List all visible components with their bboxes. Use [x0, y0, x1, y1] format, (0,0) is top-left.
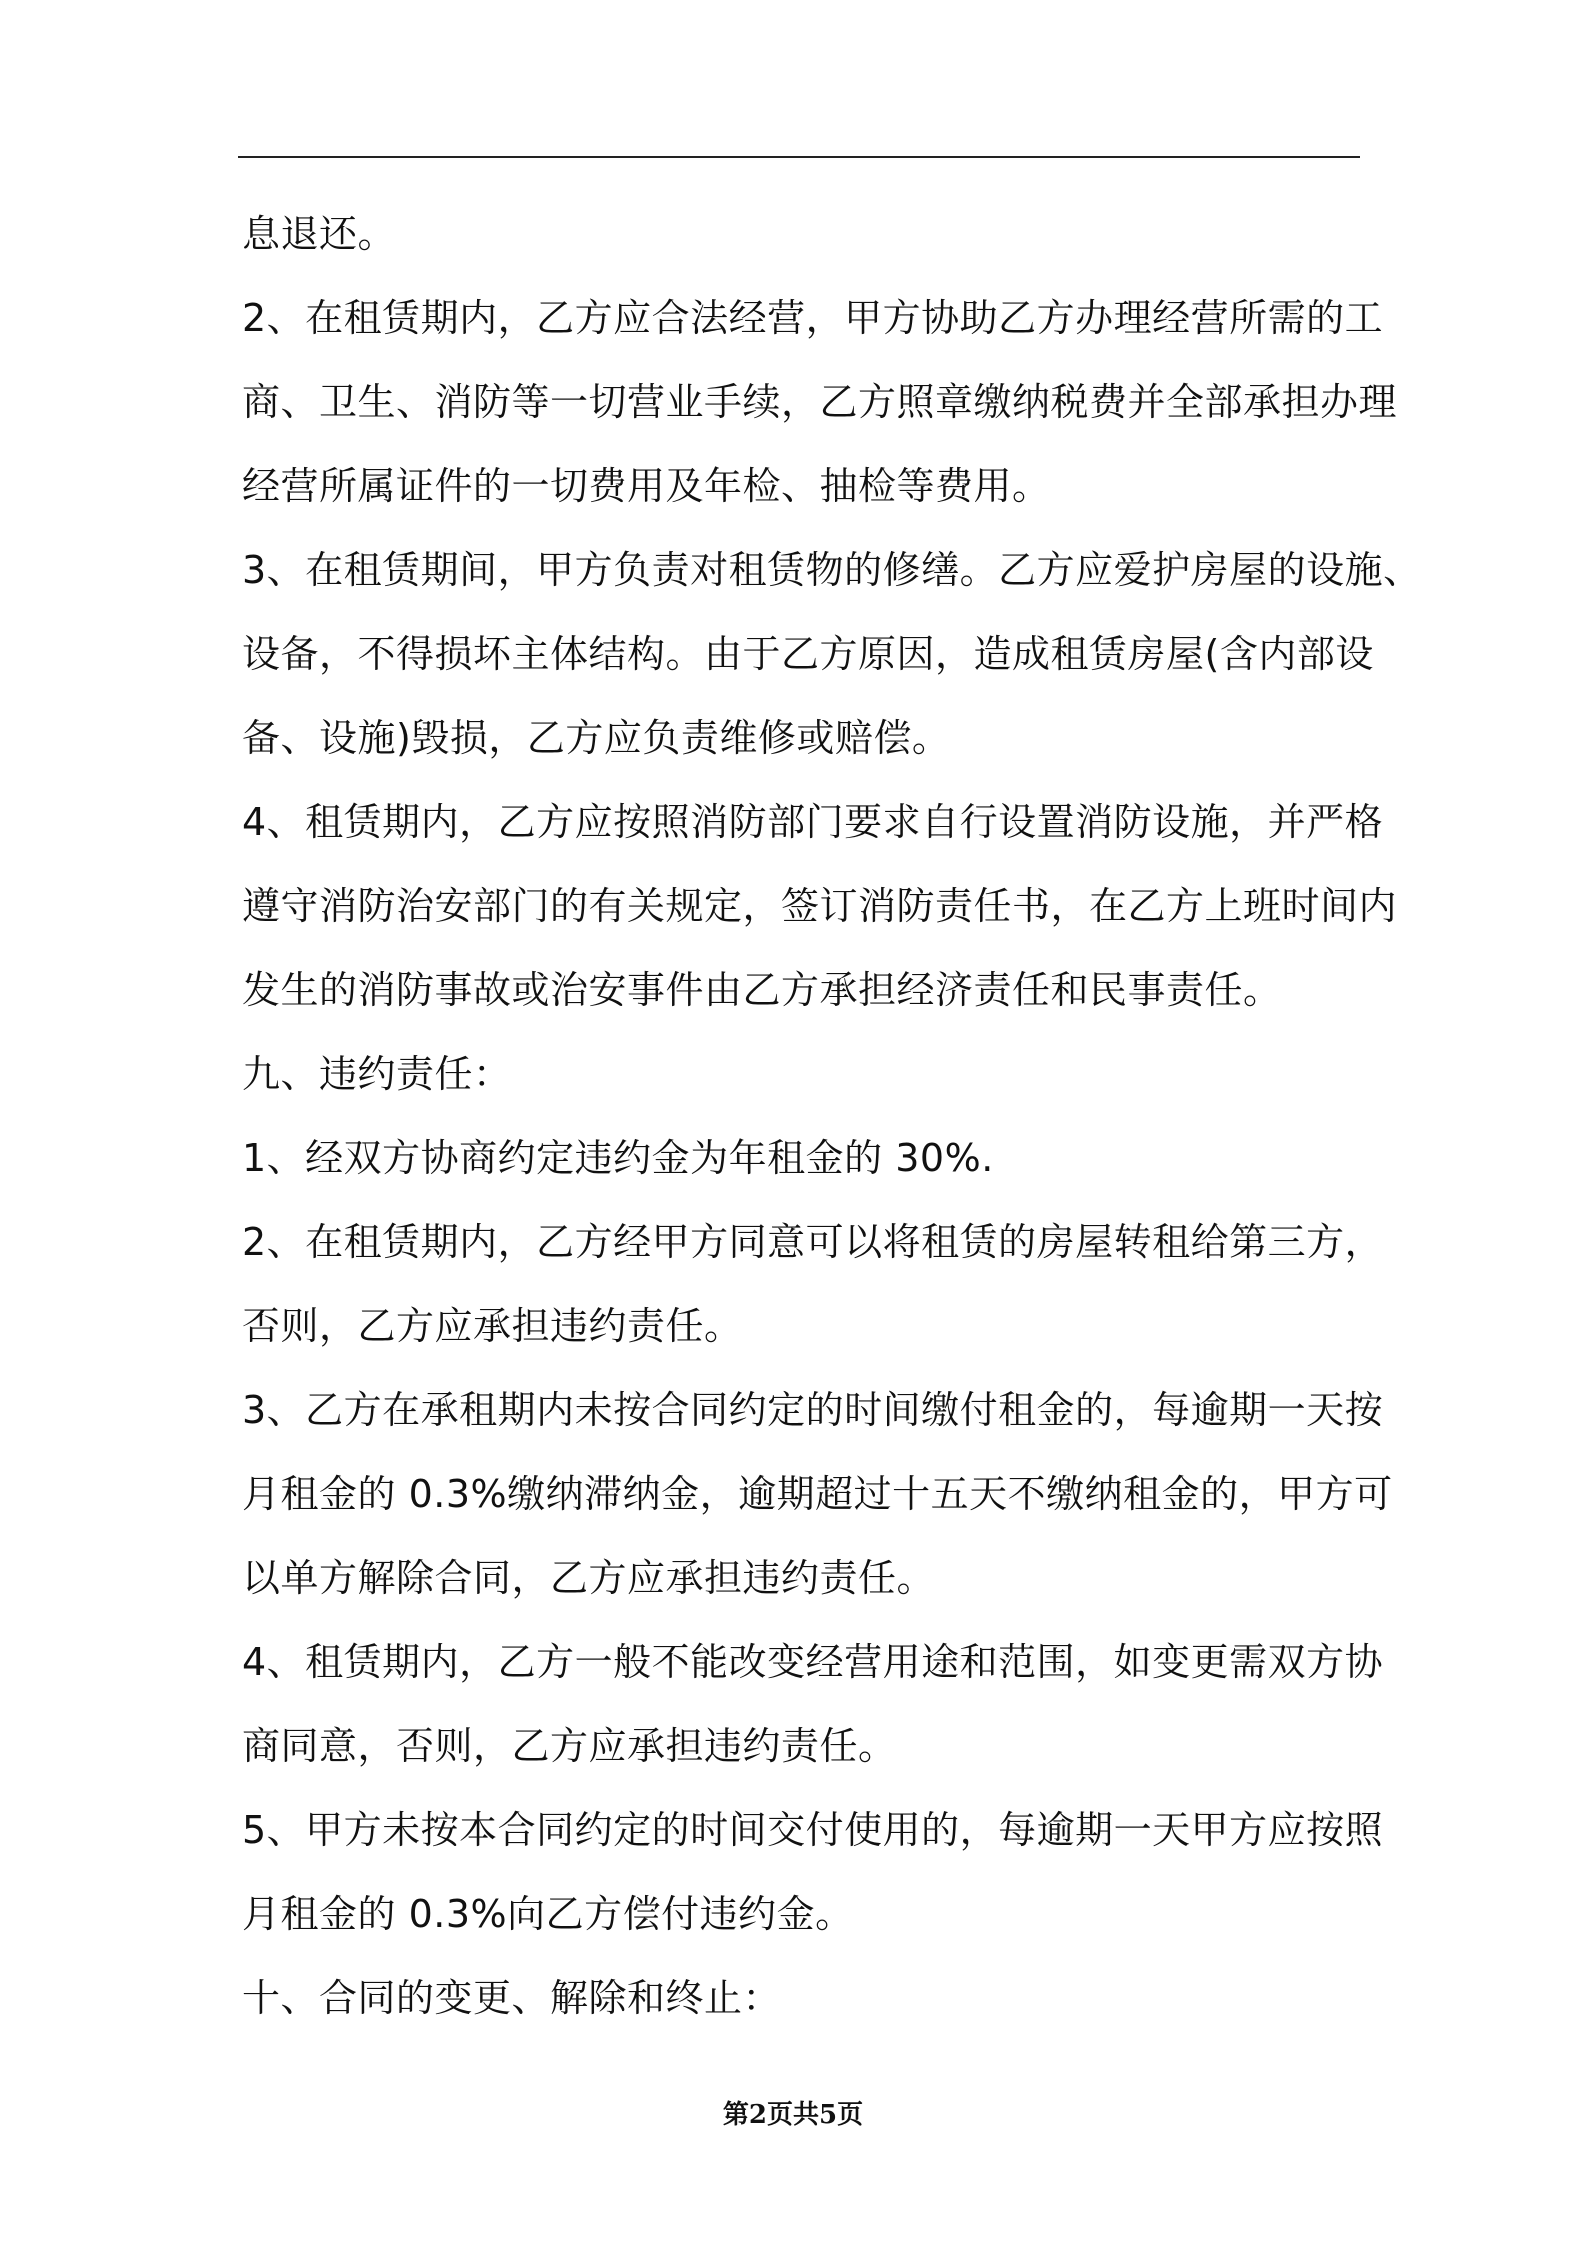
text-line: 3、在租赁期间，甲方负责对租赁物的修缮。乙方应爱护房屋的设施、	[242, 548, 1422, 592]
text-line: 3、乙方在承租期内未按合同约定的时间缴付租金的，每逾期一天按	[242, 1388, 1384, 1432]
header-divider	[238, 156, 1360, 158]
text-line: 经营所属证件的一切费用及年检、抽检等费用。	[242, 464, 1051, 508]
text-line: 月租金的 0.3%向乙方偿付违约金。	[242, 1892, 854, 1936]
text-line: 以单方解除合同，乙方应承担违约责任。	[242, 1556, 936, 1600]
text-line: 2、在租赁期内，乙方应合法经营，甲方协助乙方办理经营所需的工	[242, 296, 1384, 340]
section-heading: 九、违约责任：	[242, 1052, 512, 1096]
text-line: 1、经双方协商约定违约金为年租金的 30%.	[242, 1136, 994, 1180]
section-heading: 十、合同的变更、解除和终止：	[242, 1976, 782, 2020]
text-line: 息退还。	[242, 212, 397, 256]
page-number-footer: 第2页共5页	[722, 2100, 864, 2130]
document-body	[242, 192, 1422, 2040]
text-line: 商、卫生、消防等一切营业手续，乙方照章缴纳税费并全部承担办理	[242, 380, 1398, 424]
text-line: 设备，不得损坏主体结构。由于乙方原因，造成租赁房屋(含内部设	[242, 632, 1374, 676]
text-line: 4、租赁期内，乙方应按照消防部门要求自行设置消防设施，并严格	[242, 800, 1384, 844]
text-line: 2、在租赁期内，乙方经甲方同意可以将租赁的房屋转租给第三方，	[242, 1220, 1384, 1264]
text-line: 商同意，否则，乙方应承担违约责任。	[242, 1724, 897, 1768]
text-line: 月租金的 0.3%缴纳滞纳金，逾期超过十五天不缴纳租金的，甲方可	[242, 1472, 1393, 1516]
text-line: 否则，乙方应承担违约责任。	[242, 1304, 743, 1348]
text-line: 4、租赁期内，乙方一般不能改变经营用途和范围，如变更需双方协	[242, 1640, 1384, 1684]
text-line: 备、设施)毁损，乙方应负责维修或赔偿。	[242, 716, 951, 760]
text-line: 遵守消防治安部门的有关规定，签订消防责任书，在乙方上班时间内	[242, 884, 1398, 928]
text-line: 5、甲方未按本合同约定的时间交付使用的，每逾期一天甲方应按照	[242, 1808, 1384, 1852]
text-line: 发生的消防事故或治安事件由乙方承担经济责任和民事责任。	[242, 968, 1282, 1012]
